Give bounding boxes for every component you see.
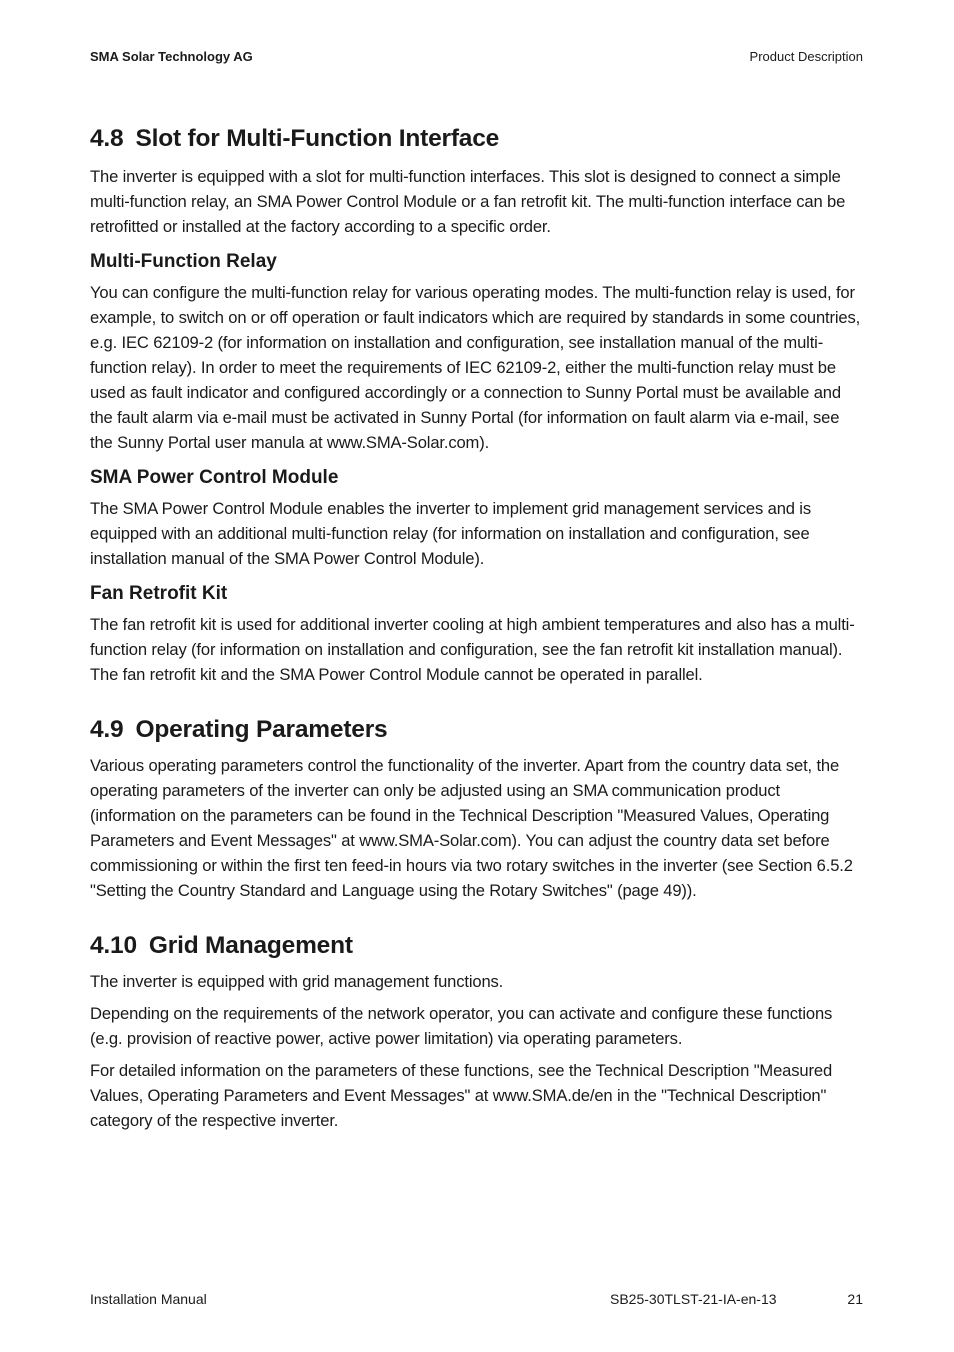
section-title: Slot for Multi-Function Interface [135,125,500,152]
pcm-subheading: SMA Power Control Module [90,467,339,488]
relay-subheading: Multi-Function Relay [90,251,277,272]
section-title: Operating Parameters [135,716,388,743]
section-4-9-heading [90,713,866,747]
page-header [90,49,863,67]
section-4-9-paragraph: Various operating parameters control the functionality of the inverter. Apart from the country data set, the operating parameters of the inverter can only be adjusted using an SMA communication product (information on the parameters can be found in the Technical Description "Measured Values, Operating Parameters and Event Messages" at www.SMA-Solar.com). You can adjust the country data set before commissioning or within the first ten feed-in hours via two rotary switches in the inverter (see Section 6.5.2 "Setting the Country Standard and Language using the Rotary Switches" (page 49)). [90,756,853,900]
relay-paragraph: You can configure the multi-function relay for various operating modes. The multi-function relay is used, for example, to switch on or off operation or fault indicators which are required by standards in some countries, e.g. IEC 62109-2 (for information on installation and configuration, see installation manual of the multi-function relay). In order to meet the requirements of IEC 62109-2, either the multi-function relay must be used as fault indicator and configured accordingly or a connection to Sunny Portal must be available and the fault alarm via e-mail must be activated in Sunny Portal (for information on fault alarm via e-mail, see the Sunny Portal user manula at www.SMA-Solar.com). [90,283,861,452]
section-4-10-paragraph-2: Depending on the requirements of the network operator, you can activate and configure these functions (e.g. provision of reactive power, active power limitation) via operating parameters. [90,1004,833,1048]
section-4-10-heading [90,929,866,963]
page-footer [90,1291,863,1311]
header-company: SMA Solar Technology AG [90,49,253,64]
section-number: 4.10 [90,932,137,959]
section-4-8-heading [90,122,866,156]
footer-doc-type: Installation Manual [90,1291,207,1307]
fan-subheading: Fan Retrofit Kit [90,583,228,604]
section-4-10-paragraph-3: For detailed information on the parameters of these functions, see the Technical Description "Measured Values, Operating Parameters and Event Messages" at www.SMA.de/en in the "Technical Description" category of the respective inverter. [90,1061,833,1130]
footer-doc-code: SB25-30TLST-21-IA-en-13 [610,1291,777,1307]
section-4-8-intro: The inverter is equipped with a slot for multi-function interfaces. This slot is designed to connect a simple multi-function relay, an SMA Power Control Module or a fan retrofit kit. The multi-function interface can be retrofitted or installed at the factory according to a specific order. [90,167,846,236]
section-number: 4.8 [90,125,124,152]
header-chapter: Product Description [749,49,863,64]
fan-paragraph: The fan retrofit kit is used for additional inverter cooling at high ambient temperatures and also has a multi-function relay (for information on installation and configuration, see the fan retrofit kit installation manual). The fan retrofit kit and the SMA Power Control Module cannot be operated in parallel. [90,615,855,684]
page-content [90,122,866,1133]
pcm-paragraph: The SMA Power Control Module enables the inverter to implement grid management services and is equipped with an additional multi-function relay (for information on installation and configuration, see installation manual of the SMA Power Control Module). [90,499,811,568]
footer-page-number: 21 [847,1291,863,1307]
section-title: Grid Management [148,932,353,959]
section-number: 4.9 [90,716,124,743]
section-4-10-paragraph-1: The inverter is equipped with grid management functions. [90,972,504,991]
